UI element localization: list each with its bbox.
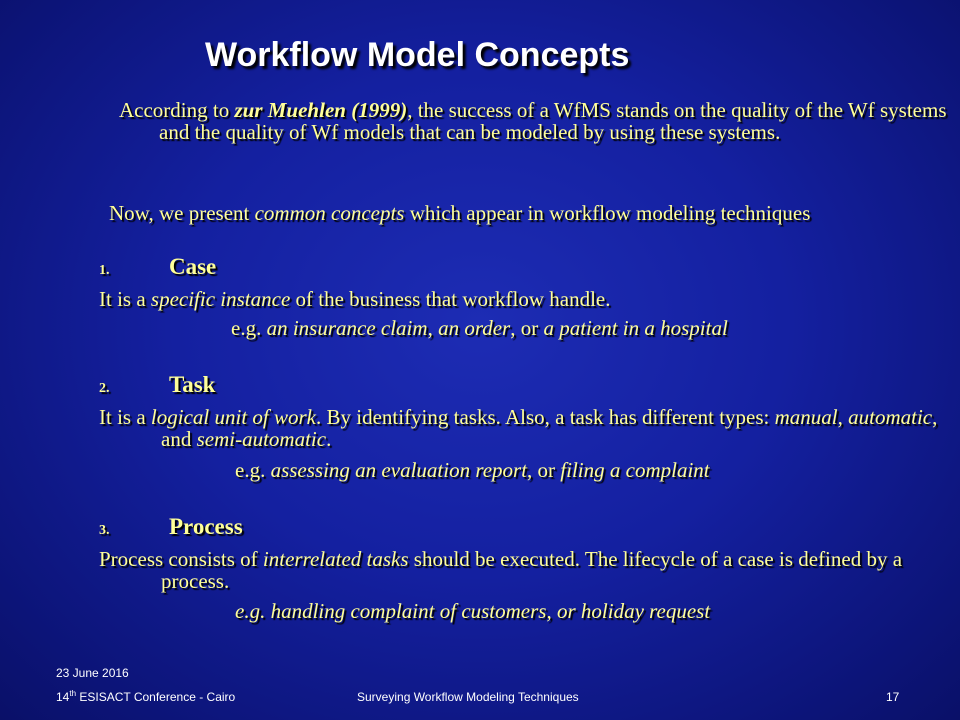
task-sep-1: , (837, 405, 849, 429)
case-def-emphasis: specific instance (150, 287, 291, 311)
case-example (231, 317, 728, 339)
footer-conference (56, 690, 235, 704)
task-type-semi-automatic: semi-automatic (196, 427, 327, 451)
footer-page-number: 17 (886, 690, 900, 704)
task-def-text-2: . By identifying tasks. Also, a task has different types: (315, 405, 775, 429)
task-eg-item-2: filing a complaint (560, 458, 710, 482)
footer-date: 23 June 2016 (56, 666, 129, 680)
task-def-end: . (326, 427, 332, 451)
case-def-text: It is a (99, 287, 151, 311)
section-label: Task (169, 372, 216, 397)
now-text-2: which appear in workflow modeling techniques (404, 201, 811, 225)
footer-conference-suffix: th (69, 689, 77, 698)
task-definition (99, 406, 960, 450)
slide-title: Workflow Model Concepts (205, 36, 630, 74)
section-number: 3. (99, 523, 110, 538)
task-eg-sep: , or (527, 458, 561, 482)
section-number: 2. (99, 381, 110, 396)
process-example (235, 600, 710, 622)
task-example (235, 459, 710, 481)
case-eg-item-3: a patient in a hospital (543, 316, 728, 340)
case-eg-prefix: e.g. (231, 316, 267, 340)
task-def-text: It is a (99, 405, 151, 429)
task-type-automatic: automatic (848, 405, 933, 429)
intro-author: zur Muehlen (1999) (234, 98, 408, 122)
task-type-manual: manual (774, 405, 838, 429)
section-heading-process (99, 516, 243, 542)
intro-text-2: , the success of a WfMS stands on the quality of the Wf systems and the quality of Wf models that can be modeled by using these systems. (159, 98, 947, 144)
footer-center-title: Surveying Workflow Modeling Techniques (357, 690, 579, 704)
section-label: Case (169, 254, 217, 279)
section-number: 1. (99, 263, 110, 278)
now-paragraph (109, 202, 939, 224)
process-def-emphasis: interrelated tasks (262, 547, 409, 571)
section-heading-task (99, 374, 215, 400)
section-heading-case (99, 256, 216, 282)
footer-conference-name: ESISACT Conference - Cairo (76, 690, 236, 704)
process-def-text-end: should be executed. The lifecycle of a case is defined by a process. (161, 547, 903, 593)
process-eg-text: e.g. handling complaint of customers, or holiday request (235, 599, 711, 623)
footer-conference-number: 14 (56, 690, 70, 704)
process-def-text: Process consists of (99, 547, 263, 571)
case-def-text-end: of the business that workflow handle. (290, 287, 611, 311)
task-eg-item-1: assessing an evaluation report (270, 458, 528, 482)
process-definition (99, 548, 960, 592)
case-definition (99, 288, 960, 310)
case-eg-item-2: an order (438, 316, 511, 340)
task-def-emphasis: logical unit of work (150, 405, 316, 429)
now-text-1: Now, we present (109, 201, 255, 225)
task-sep-2: , and (161, 405, 938, 451)
case-eg-sep-1: , (427, 316, 439, 340)
case-eg-item-1: an insurance claim (266, 316, 428, 340)
case-eg-sep-2: , or (510, 316, 544, 340)
section-label: Process (169, 514, 243, 539)
task-eg-prefix: e.g. (235, 458, 271, 482)
now-emphasis: common concepts (254, 201, 405, 225)
intro-paragraph (119, 99, 959, 143)
intro-text-1: According to (119, 98, 235, 122)
